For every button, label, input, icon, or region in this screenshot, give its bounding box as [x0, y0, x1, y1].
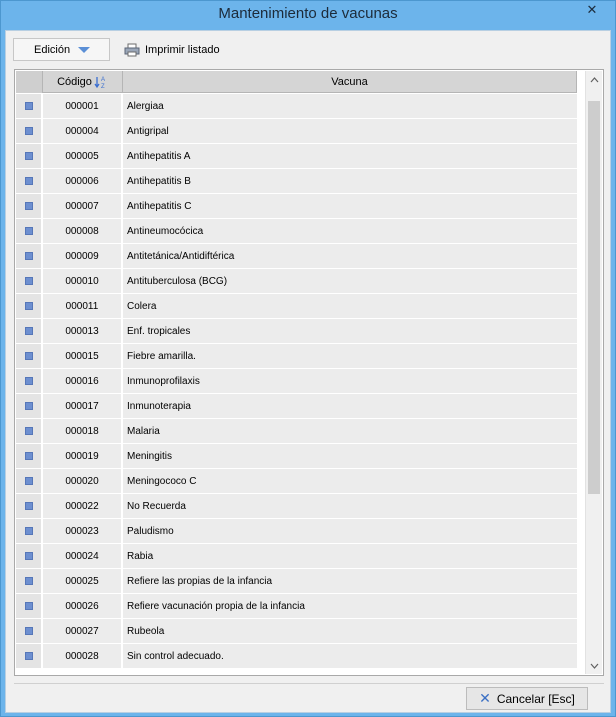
row-indicator[interactable]	[16, 344, 43, 368]
svg-text:A: A	[100, 77, 105, 83]
row-indicator[interactable]	[16, 144, 43, 168]
cancel-x-icon: ✕	[479, 690, 491, 706]
cell-codigo: 000017	[43, 394, 123, 418]
table-row[interactable]	[16, 344, 577, 369]
header-indicator-column	[16, 71, 43, 93]
table-row[interactable]	[16, 144, 577, 169]
cell-vacuna: Antihepatitis A	[123, 144, 577, 168]
row-marker-icon	[25, 252, 33, 260]
svg-text:Z: Z	[100, 84, 105, 89]
cell-vacuna: Refiere las propias de la infancia	[123, 569, 577, 593]
row-indicator[interactable]	[16, 219, 43, 243]
cell-vacuna: Inmunoterapia	[123, 394, 577, 418]
scroll-down-icon[interactable]	[586, 657, 602, 674]
cell-vacuna: Paludismo	[123, 519, 577, 543]
table-row[interactable]	[16, 319, 577, 344]
cell-vacuna: Malaria	[123, 419, 577, 443]
table-row[interactable]	[16, 544, 577, 569]
table-row[interactable]	[16, 294, 577, 319]
cell-codigo: 000016	[43, 369, 123, 393]
row-marker-icon	[25, 652, 33, 660]
cell-vacuna: Colera	[123, 294, 577, 318]
grid-rows	[16, 94, 577, 669]
cell-vacuna: Meningitis	[123, 444, 577, 468]
row-indicator[interactable]	[16, 194, 43, 218]
table-row[interactable]	[16, 469, 577, 494]
cell-codigo: 000001	[43, 94, 123, 118]
row-indicator[interactable]	[16, 369, 43, 393]
grid-header	[16, 71, 577, 93]
table-row[interactable]	[16, 119, 577, 144]
cell-codigo: 000019	[43, 444, 123, 468]
close-icon: ✕	[586, 2, 598, 17]
cell-codigo: 000010	[43, 269, 123, 293]
cell-codigo: 000007	[43, 194, 123, 218]
cell-codigo: 000018	[43, 419, 123, 443]
header-vacuna[interactable]: Vacuna	[123, 71, 577, 93]
cell-codigo: 000025	[43, 569, 123, 593]
cell-vacuna: Meningococo C	[123, 469, 577, 493]
cell-codigo: 000015	[43, 344, 123, 368]
cell-vacuna: Antituberculosa (BCG)	[123, 269, 577, 293]
cell-codigo: 000028	[43, 644, 123, 668]
row-marker-icon	[25, 227, 33, 235]
row-indicator[interactable]	[16, 594, 43, 618]
row-marker-icon	[25, 427, 33, 435]
row-indicator[interactable]	[16, 494, 43, 518]
table-row[interactable]	[16, 169, 577, 194]
row-indicator[interactable]	[16, 94, 43, 118]
cell-vacuna: Rubeola	[123, 619, 577, 643]
cell-vacuna: Antineumocócica	[123, 219, 577, 243]
print-list-button[interactable]	[124, 39, 220, 60]
client-area	[5, 30, 611, 713]
table-row[interactable]	[16, 569, 577, 594]
table-row[interactable]	[16, 644, 577, 669]
row-indicator[interactable]	[16, 519, 43, 543]
cancel-label: Cancelar [Esc]	[496, 691, 575, 706]
cell-vacuna: Antitetánica/Antidiftérica	[123, 244, 577, 268]
edicion-menu-button[interactable]	[13, 38, 110, 61]
row-marker-icon	[25, 477, 33, 485]
row-marker-icon	[25, 202, 33, 210]
cell-codigo: 000022	[43, 494, 123, 518]
row-indicator[interactable]	[16, 569, 43, 593]
row-indicator[interactable]	[16, 319, 43, 343]
cell-codigo: 000005	[43, 144, 123, 168]
row-marker-icon	[25, 577, 33, 585]
cell-codigo: 000023	[43, 519, 123, 543]
table-row[interactable]	[16, 219, 577, 244]
table-row[interactable]	[16, 519, 577, 544]
row-indicator[interactable]	[16, 169, 43, 193]
table-row[interactable]	[16, 94, 577, 119]
cell-vacuna: Rabia	[123, 544, 577, 568]
cell-vacuna: Sin control adecuado.	[123, 644, 577, 668]
row-marker-icon	[25, 377, 33, 385]
sort-ascending-icon	[94, 75, 108, 89]
scroll-up-icon[interactable]	[586, 71, 602, 88]
row-marker-icon	[25, 277, 33, 285]
row-indicator[interactable]	[16, 294, 43, 318]
header-codigo[interactable]: Código A Z	[43, 71, 123, 93]
cell-vacuna: Enf. tropicales	[123, 319, 577, 343]
table-row[interactable]	[16, 419, 577, 444]
row-marker-icon	[25, 102, 33, 110]
edicion-label: Edición	[34, 43, 71, 56]
cell-codigo: 000006	[43, 169, 123, 193]
cell-codigo: 000004	[43, 119, 123, 143]
cell-codigo: 000026	[43, 594, 123, 618]
cell-codigo: 000024	[43, 544, 123, 568]
row-marker-icon	[25, 527, 33, 535]
table-row[interactable]	[16, 244, 577, 269]
toolbar	[6, 31, 610, 67]
table-row[interactable]	[16, 194, 577, 219]
row-indicator[interactable]	[16, 394, 43, 418]
row-indicator[interactable]	[16, 419, 43, 443]
print-label: Imprimir listado	[145, 43, 220, 56]
cell-codigo: 000008	[43, 219, 123, 243]
cell-vacuna: Antigripal	[123, 119, 577, 143]
cell-vacuna: Antihepatitis B	[123, 169, 577, 193]
row-indicator[interactable]	[16, 544, 43, 568]
footer-divider	[14, 683, 604, 684]
cell-vacuna: No Recuerda	[123, 494, 577, 518]
cell-vacuna: Fiebre amarilla.	[123, 344, 577, 368]
printer-icon	[124, 43, 140, 57]
table-row[interactable]	[16, 269, 577, 294]
cell-codigo: 000027	[43, 619, 123, 643]
table-row[interactable]	[16, 369, 577, 394]
row-marker-icon	[25, 452, 33, 460]
window-title: Mantenimiento de vacunas	[218, 5, 398, 22]
table-row[interactable]	[16, 444, 577, 469]
row-marker-icon	[25, 177, 33, 185]
row-indicator[interactable]	[16, 444, 43, 468]
cell-codigo: 000011	[43, 294, 123, 318]
title-bar[interactable]	[1, 1, 615, 30]
row-marker-icon	[25, 327, 33, 335]
cell-vacuna: Refiere vacunación propia de la infancia	[123, 594, 577, 618]
cell-vacuna: Alergiaa	[123, 94, 577, 118]
row-indicator[interactable]	[16, 619, 43, 643]
cell-vacuna: Inmunoprofilaxis	[123, 369, 577, 393]
row-marker-icon	[25, 627, 33, 635]
table-row[interactable]	[16, 619, 577, 644]
row-marker-icon	[25, 127, 33, 135]
row-marker-icon	[25, 352, 33, 360]
cell-vacuna: Antihepatitis C	[123, 194, 577, 218]
cancel-button[interactable]	[466, 687, 588, 710]
row-indicator[interactable]	[16, 244, 43, 268]
row-marker-icon	[25, 152, 33, 160]
scrollbar-thumb[interactable]	[588, 101, 600, 494]
close-button[interactable]	[581, 2, 603, 18]
row-marker-icon	[25, 302, 33, 310]
vaccines-grid[interactable]	[14, 69, 604, 676]
row-indicator[interactable]	[16, 644, 43, 668]
row-marker-icon	[25, 402, 33, 410]
chevron-down-icon	[78, 47, 90, 53]
cell-codigo: 000009	[43, 244, 123, 268]
table-row[interactable]	[16, 494, 577, 519]
row-marker-icon	[25, 552, 33, 560]
row-marker-icon	[25, 502, 33, 510]
table-row[interactable]	[16, 394, 577, 419]
vertical-scrollbar[interactable]	[585, 71, 602, 674]
table-row[interactable]	[16, 594, 577, 619]
cell-codigo: 000013	[43, 319, 123, 343]
cell-codigo: 000020	[43, 469, 123, 493]
row-indicator[interactable]	[16, 269, 43, 293]
row-marker-icon	[25, 602, 33, 610]
row-indicator[interactable]	[16, 119, 43, 143]
row-indicator[interactable]	[16, 469, 43, 493]
